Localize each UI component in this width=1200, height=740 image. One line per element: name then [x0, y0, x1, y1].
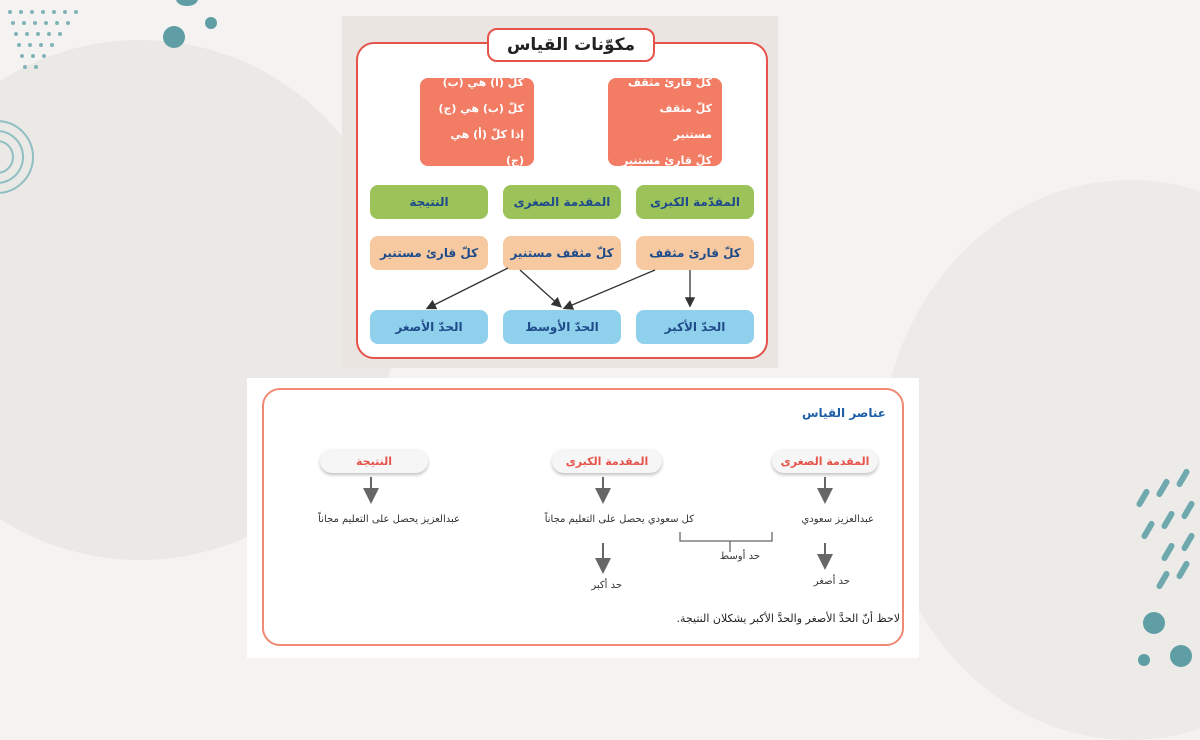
arrow-major-to-middle	[565, 270, 655, 308]
symbol-example-line: إذا كلّ (أ) هي (ج)	[450, 128, 524, 167]
minor-term-box: الحدّ الأصغر	[370, 310, 488, 344]
top-diagram-title: مكوّنات القياس	[487, 28, 655, 62]
conclusion-pill: النتيجة	[320, 449, 428, 473]
premise-example-line: كلّ مثقف مستنير	[659, 102, 712, 141]
symbol-example-line: كلّ (ب) هي (ج)	[438, 102, 524, 115]
conclusion-statement: كلّ قارئ مستنير	[370, 236, 488, 270]
major-premise-text: كل سعودي يحصل على التعليم مجاناً	[544, 514, 694, 525]
arrow-minor-to-middle	[520, 270, 560, 306]
middle-term-box: الحدّ الأوسط	[503, 310, 621, 344]
major-premise-header: المقدّمة الكبرى	[636, 185, 754, 219]
bottom-diagram-heading: عناصر القياس	[801, 406, 886, 420]
minor-premise-header: المقدمة الصغرى	[503, 185, 621, 219]
minor-premise-statement: كلّ مثقف مستنير	[503, 236, 621, 270]
conclusion-header: النتيجة	[370, 185, 488, 219]
major-term-label: حد أكبر	[591, 580, 622, 591]
premise-example-line: كلّ قارئ مستنير	[622, 154, 712, 167]
premise-example-line: كلّ قارئ مثقف	[628, 76, 712, 89]
conclusion-text: عبدالعزيز يحصل على التعليم مجاناً	[318, 514, 460, 525]
minor-premise-pill: المقدمة الصغرى	[772, 449, 878, 473]
middle-term-label: حد أوسط	[719, 551, 760, 562]
major-premise-statement: كلّ قارئ مثقف	[636, 236, 754, 270]
symbol-example-line: كلّ (أ) هي (ب)	[442, 76, 524, 89]
arrow-minor-to-minor-term	[428, 268, 508, 308]
major-term-box: الحدّ الأكبر	[636, 310, 754, 344]
minor-term-label: حد أصغر	[813, 576, 850, 587]
minor-premise-text: عبدالعزيز سعودي	[801, 514, 874, 525]
middle-term-bracket	[680, 532, 772, 541]
major-premise-pill: المقدمة الكبرى	[552, 449, 662, 473]
observation-note: لاحظ أنّ الحدَّ الأصغر والحدَّ الأكبر يشكلان النتيجة.	[676, 612, 900, 625]
